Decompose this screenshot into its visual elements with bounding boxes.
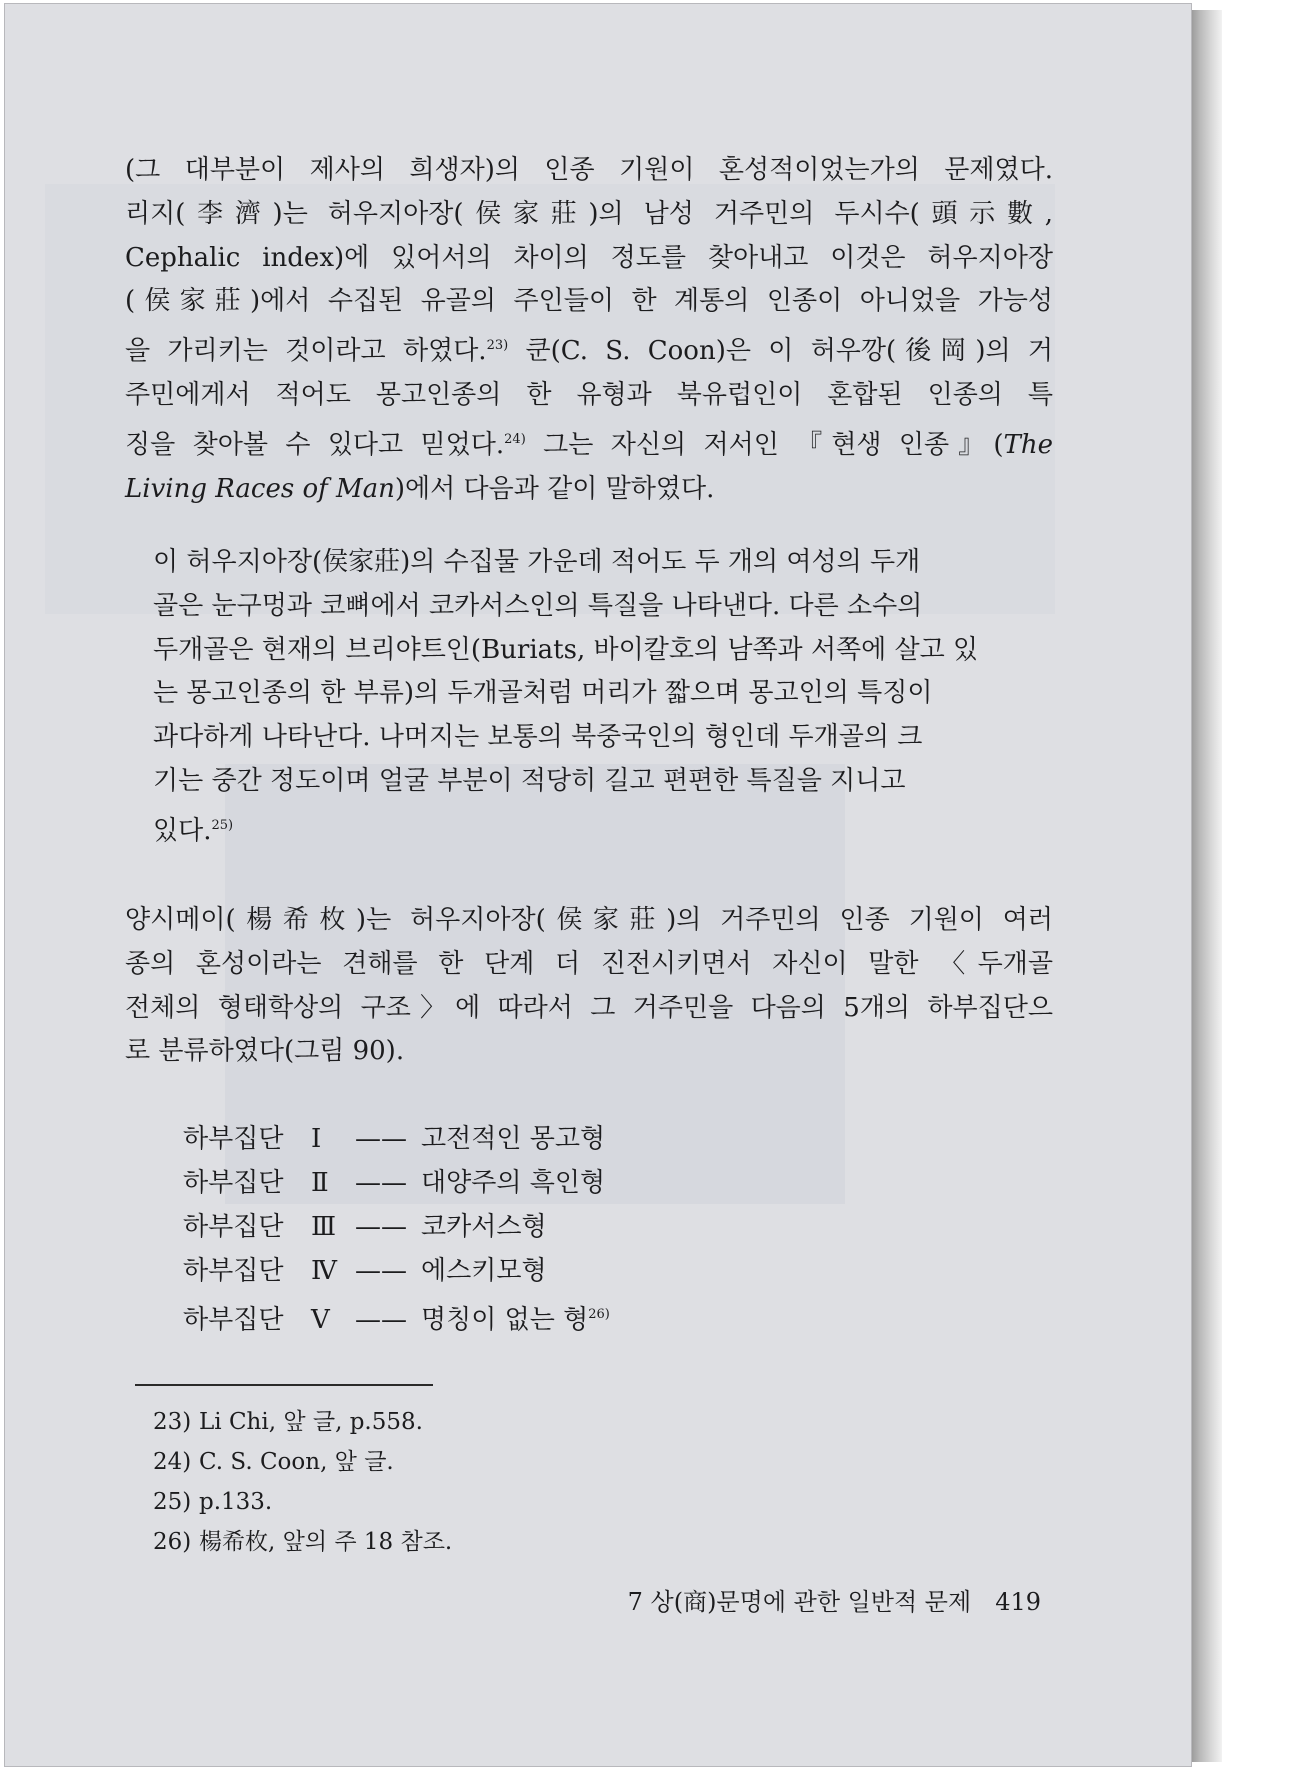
book-title: Living Races of Man [125, 473, 395, 504]
footnote-ref: 24) [504, 431, 526, 447]
footnote-ref: 23) [486, 338, 509, 354]
paragraph-1 [125, 149, 1053, 511]
text-line: Cephalic index)에 있어서의 차이의 정도를 찾아내고 이것은 허우지아장 [125, 242, 1053, 273]
text-line: 기는 중간 정도이며 얼굴 부분이 적당히 길고 편편한 특질을 지니고 [153, 765, 906, 796]
subgroup-item: 하부집단 Ⅴ —— 명칭이 없는 형$^{26)}$ [183, 1305, 610, 1335]
text-line: (侯家莊)에서 수집된 유골의 주인들이 한 계통의 인종이 아니었을 가능성 [125, 286, 1053, 317]
block-quote [153, 541, 1053, 854]
text-line: 있다.$^{25)}$ [153, 815, 234, 846]
subgroup-list [183, 1117, 610, 1342]
footnote-item: 26) 楊希枚, 앞의 주 18 참조. [153, 1529, 453, 1555]
text-line: 는 몽고인종의 한 부류)의 두개골처럼 머리가 짧으며 몽고인의 특징이 [153, 678, 933, 709]
text-line: Living Races of Man)에서 다음과 같이 말하였다. [125, 473, 715, 504]
page-number: 419 [995, 1588, 1041, 1616]
footnotes [153, 1402, 452, 1562]
paragraph-2 [125, 899, 1053, 1074]
subgroup-item: 하부집단 Ⅳ —— 에스키모형 [183, 1256, 547, 1286]
footnote-item: 25) p.133. [153, 1489, 273, 1515]
footnote-item: 23) Li Chi, 앞 글, p.558. [153, 1409, 423, 1435]
text-line: 을 가리키는 것이라고 하였다.$^{23)}$ 쿤(C. S. Coon)은 이 허우깡(後岡)의 거 [125, 336, 1053, 367]
running-footer [628, 1582, 1041, 1617]
text-line: 과다하게 나타난다. 나머지는 보통의 북중국인의 형인데 두개골의 크 [153, 722, 923, 753]
footnote-ref: 26) [588, 1307, 610, 1322]
text-line: 리지(李濟)는 허우지아장(侯家莊)의 남성 거주민의 두시수(頭示數, [125, 198, 1053, 229]
subgroup-item: 하부집단 Ⅲ —— 코카서스형 [183, 1212, 547, 1242]
footnote-divider [135, 1384, 433, 1386]
footnote-item: 24) C. S. Coon, 앞 글. [153, 1449, 394, 1475]
text-line: 골은 눈구멍과 코뼈에서 코카서스인의 특질을 나타낸다. 다른 소수의 [153, 590, 923, 621]
footnote-ref: 25) [211, 817, 234, 833]
book-title: The [1003, 429, 1053, 460]
chapter-title: 7 상(商)문명에 관한 일반적 문제 [627, 1588, 972, 1616]
book-page [4, 3, 1192, 1767]
text-line: 이 허우지아장(侯家莊)의 수집물 가운데 적어도 두 개의 여성의 두개 [153, 547, 921, 577]
text-line: 두개골은 현재의 브리야트인(Buriats, 바이칼호의 남쪽과 서쪽에 살고 있 [153, 634, 979, 665]
text-line: 주민에게서 적어도 몽고인종의 한 유형과 북유럽인이 혼합된 인종의 특 [125, 379, 1053, 410]
text-line: 로 분류하였다(그림 90). [125, 1036, 405, 1067]
text-line: 전체의 형태학상의 구조〉에 따라서 그 거주민을 다음의 5개의 하부집단으 [125, 992, 1053, 1023]
text-line: (그 대부분이 제사의 희생자)의 인종 기원이 혼성적이었는가의 문제였다. [125, 155, 1053, 185]
text-line: 양시메이(楊希枚)는 허우지아장(侯家莊)의 거주민의 인종 기원이 여러 [125, 905, 1053, 935]
page-edge-shadow [1188, 10, 1222, 1762]
text-line: 징을 찾아볼 수 있다고 믿었다.$^{24)}$ 그는 자신의 저서인 『현생 인종』(The [125, 429, 1053, 460]
text-line: 종의 혼성이라는 견해를 한 단계 더 진전시키면서 자신이 말한 〈두개골 [125, 948, 1053, 979]
subgroup-item: 하부집단 Ⅱ —— 대양주의 흑인형 [183, 1168, 606, 1198]
subgroup-item: 하부집단 Ⅰ —— 고전적인 몽고형 [183, 1124, 606, 1154]
